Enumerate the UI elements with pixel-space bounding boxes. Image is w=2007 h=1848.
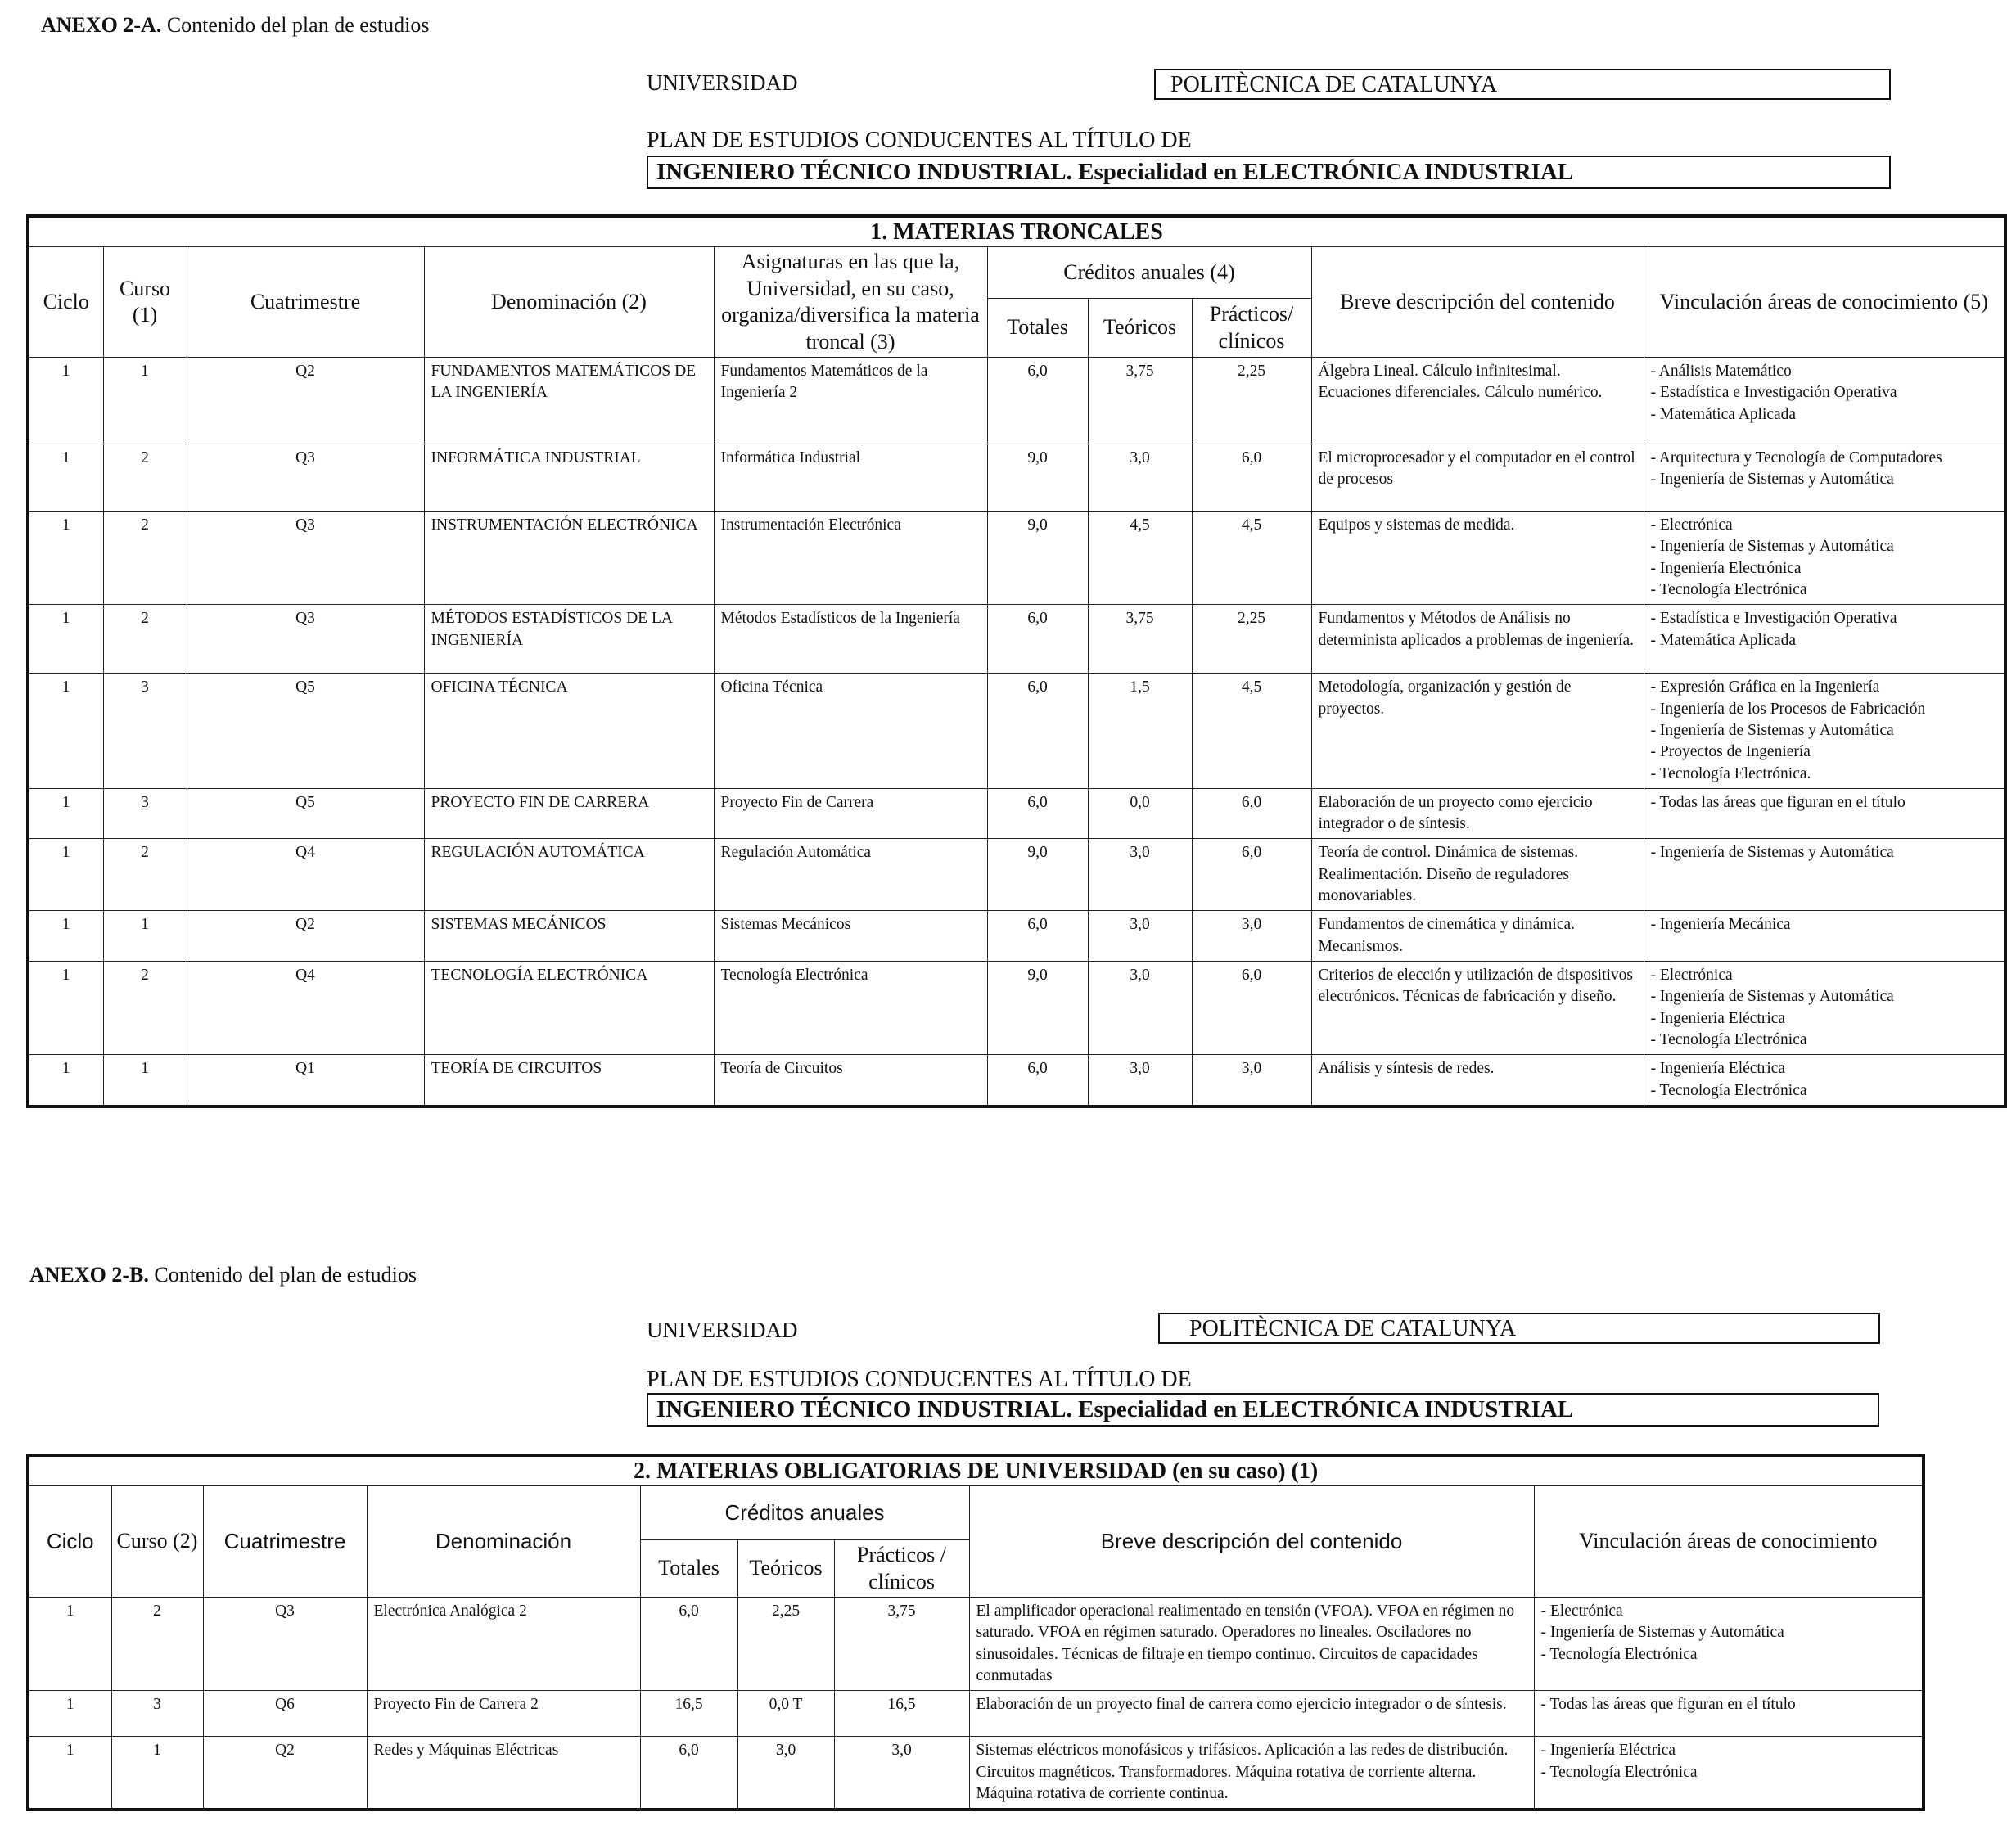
cell-cuatrimestre: Q1 [187, 1055, 424, 1107]
header-teoricos: Teóricos [737, 1540, 834, 1598]
header-practicos: Prácticos/ clínicos [1192, 299, 1311, 358]
area-item: - Ingeniería de Sistemas y Automática [1650, 538, 1894, 556]
cell-teoricos: 3,75 [1088, 358, 1192, 444]
cell-totales: 6,0 [987, 788, 1088, 839]
area-item: - Ingeniería Eléctrica [1650, 1009, 1786, 1027]
cell-curso: 2 [103, 444, 187, 512]
area-item: - Ingeniería de Sistemas y Automática [1650, 721, 1894, 739]
cell-curso: 2 [103, 605, 187, 674]
area-item: - Tecnología Electrónica [1650, 580, 1807, 598]
header-vinculacion: Vinculación áreas de conocimiento [1534, 1486, 1924, 1598]
area-item: - Matemática Aplicada [1650, 631, 1797, 649]
cell-cuatrimestre: Q6 [203, 1691, 367, 1737]
annex-a-text: Contenido del plan de estudios [166, 13, 430, 37]
cell-areas [1644, 962, 2005, 1055]
cell-ciclo: 1 [28, 839, 103, 911]
cell-cuatrimestre: Q2 [187, 358, 424, 444]
table-row [28, 1598, 1924, 1691]
cell-totales: 6,0 [640, 1598, 737, 1691]
area-item: - Ingeniería Electrónica [1650, 559, 1802, 577]
cell-denominacion: REGULACIÓN AUTOMÁTICA [424, 839, 714, 911]
cell-curso: 3 [111, 1691, 203, 1737]
cell-practicos: 3,0 [834, 1737, 969, 1810]
cell-denominacion: MÉTODOS ESTADÍSTICOS DE LA INGENIERÍA [424, 605, 714, 674]
cell-practicos: 2,25 [1192, 605, 1311, 674]
area-item: - Todas las áreas que figuran en el título [1650, 793, 1906, 811]
annex-a-prefix: ANEXO 2-A. [41, 13, 162, 37]
cell-totales: 9,0 [987, 512, 1088, 605]
cell-asignatura: Proyecto Fin de Carrera [714, 788, 987, 839]
cell-totales: 6,0 [987, 911, 1088, 962]
cell-descripcion: Fundamentos de cinemática y dinámica. Mecanismos. [1311, 911, 1644, 962]
cell-teoricos: 3,75 [1088, 605, 1192, 674]
cell-curso: 3 [103, 788, 187, 839]
header-curso: Curso (1) [103, 247, 187, 358]
annex-b-plan-label: PLAN DE ESTUDIOS CONDUCENTES AL TÍTULO DE [647, 1367, 1192, 1392]
cell-cuatrimestre: Q3 [187, 444, 424, 512]
cell-descripcion: Criterios de elección y utilización de dispositivos electrónicos. Técnicas de fabricación y diseño. [1311, 962, 1644, 1055]
cell-cuatrimestre: Q2 [203, 1737, 367, 1810]
cell-curso: 2 [111, 1598, 203, 1691]
cell-denominacion: TECNOLOGÍA ELECTRÓNICA [424, 962, 714, 1055]
cell-totales: 6,0 [987, 1055, 1088, 1107]
annex-b-prefix: ANEXO 2-B. [29, 1263, 149, 1287]
cell-areas [1644, 839, 2005, 911]
area-item: - Ingeniería Eléctrica [1650, 1060, 1786, 1078]
cell-cuatrimestre: Q5 [187, 674, 424, 789]
cell-practicos: 16,5 [834, 1691, 969, 1737]
cell-asignatura: Regulación Automática [714, 839, 987, 911]
section-title: 1. MATERIAS TRONCALES [28, 216, 2005, 247]
header-ciclo: Ciclo [28, 247, 103, 358]
header-vinculacion: Vinculación áreas de conocimiento (5) [1644, 247, 2005, 358]
cell-areas [1644, 674, 2005, 789]
table-row [28, 1691, 1924, 1737]
area-item: - Ingeniería de Sistemas y Automática [1650, 988, 1894, 1006]
cell-curso: 3 [103, 674, 187, 789]
annex-a-university-label: UNIVERSIDAD [647, 70, 798, 95]
cell-curso: 1 [103, 1055, 187, 1107]
table-row [28, 358, 2005, 444]
annex-a-university-name: POLITÈCNICA DE CATALUNYA [1154, 69, 1891, 100]
cell-totales: 16,5 [640, 1691, 737, 1737]
area-item: - Análisis Matemático [1650, 363, 1792, 380]
cell-asignatura: Informática Industrial [714, 444, 987, 512]
cell-totales: 9,0 [987, 444, 1088, 512]
cell-descripcion: El microprocesador y el computador en el control de procesos [1311, 444, 1644, 512]
cell-areas [1644, 1055, 2005, 1107]
area-item: - Tecnología Electrónica. [1650, 764, 1811, 782]
annex-a-heading [41, 13, 429, 38]
table-row [28, 605, 2005, 674]
cell-ciclo: 1 [28, 512, 103, 605]
cell-asignatura: Oficina Técnica [714, 674, 987, 789]
area-item: - Ingeniería Mecánica [1650, 916, 1791, 934]
annex-a-plan-label: PLAN DE ESTUDIOS CONDUCENTES AL TÍTULO DE [647, 128, 1192, 153]
cell-denominacion: Redes y Máquinas Eléctricas [367, 1737, 640, 1810]
cell-descripcion: Equipos y sistemas de medida. [1311, 512, 1644, 605]
table-row [28, 444, 2005, 512]
cell-areas [1534, 1598, 1924, 1691]
header-creditos: Créditos anuales (4) [987, 247, 1311, 299]
header-cuatrimestre: Cuatrimestre [187, 247, 424, 358]
area-item: - Expresión Gráfica en la Ingeniería [1650, 678, 1880, 696]
table-row [28, 1055, 2005, 1107]
area-item: - Tecnología Electrónica [1650, 1081, 1807, 1099]
area-item: - Todas las áreas que figuran en el título [1540, 1696, 1796, 1714]
cell-practicos: 6,0 [1192, 444, 1311, 512]
cell-areas [1644, 512, 2005, 605]
materias-troncales-table [26, 214, 2007, 1108]
header-ciclo: Ciclo [28, 1486, 111, 1598]
cell-descripcion: Elaboración de un proyecto como ejercicio integrador o de síntesis. [1311, 788, 1644, 839]
cell-areas [1644, 788, 2005, 839]
area-item: - Tecnología Electrónica [1540, 1645, 1698, 1663]
header-totales: Totales [987, 299, 1088, 358]
cell-cuatrimestre: Q2 [187, 911, 424, 962]
table-row [28, 788, 2005, 839]
table-row [28, 512, 2005, 605]
cell-teoricos: 3,0 [1088, 444, 1192, 512]
cell-denominacion: OFICINA TÉCNICA [424, 674, 714, 789]
area-item: - Estadística e Investigación Operativa [1650, 610, 1897, 628]
header-totales: Totales [640, 1540, 737, 1598]
cell-ciclo: 1 [28, 605, 103, 674]
cell-descripcion: Fundamentos y Métodos de Análisis no determinista aplicados a problemas de ingeniería. [1311, 605, 1644, 674]
area-item: - Ingeniería de Sistemas y Automática [1650, 471, 1894, 489]
cell-cuatrimestre: Q3 [187, 605, 424, 674]
area-item: - Electrónica [1650, 516, 1733, 534]
cell-denominacion: INFORMÁTICA INDUSTRIAL [424, 444, 714, 512]
cell-curso: 2 [103, 512, 187, 605]
cell-practicos: 3,75 [834, 1598, 969, 1691]
cell-asignatura: Fundamentos Matemáticos de la Ingeniería 2 [714, 358, 987, 444]
materias-obligatorias-table [26, 1454, 1925, 1811]
cell-areas [1644, 358, 2005, 444]
cell-areas [1534, 1737, 1924, 1810]
area-item: - Tecnología Electrónica [1650, 1030, 1807, 1048]
header-descripcion: Breve descripción del contenido [969, 1486, 1534, 1598]
cell-totales: 9,0 [987, 839, 1088, 911]
header-cuatrimestre: Cuatrimestre [203, 1486, 367, 1598]
header-teoricos: Teóricos [1088, 299, 1192, 358]
cell-denominacion: Electrónica Analógica 2 [367, 1598, 640, 1691]
cell-ciclo: 1 [28, 444, 103, 512]
annex-b-text: Contenido del plan de estudios [154, 1263, 417, 1287]
header-denominacion: Denominación (2) [424, 247, 714, 358]
cell-practicos: 4,5 [1192, 674, 1311, 789]
cell-asignatura: Instrumentación Electrónica [714, 512, 987, 605]
cell-totales: 6,0 [987, 605, 1088, 674]
cell-curso: 1 [103, 358, 187, 444]
area-item: - Arquitectura y Tecnología de Computadores [1650, 449, 1942, 467]
area-item: - Ingeniería Eléctrica [1540, 1742, 1676, 1760]
cell-asignatura: Tecnología Electrónica [714, 962, 987, 1055]
cell-denominacion: FUNDAMENTOS MATEMÁTICOS DE LA INGENIERÍA [424, 358, 714, 444]
annex-b-university-name: POLITÈCNICA DE CATALUNYA [1158, 1313, 1880, 1344]
cell-teoricos: 1,5 [1088, 674, 1192, 789]
annex-b-degree-title: INGENIERO TÉCNICO INDUSTRIAL. Especialidad en ELECTRÓNICA INDUSTRIAL [647, 1393, 1879, 1427]
cell-denominacion: PROYECTO FIN DE CARRERA [424, 788, 714, 839]
table-row [28, 962, 2005, 1055]
cell-curso: 1 [103, 911, 187, 962]
header-asignaturas: Asignaturas en las que la, Universidad, en su caso, organiza/diversifica la materia troncal (3) [714, 247, 987, 358]
cell-ciclo: 1 [28, 1598, 111, 1691]
cell-asignatura: Métodos Estadísticos de la Ingeniería [714, 605, 987, 674]
table-row [28, 1737, 1924, 1810]
cell-teoricos: 3,0 [1088, 911, 1192, 962]
header-practicos: Prácticos / clínicos [834, 1540, 969, 1598]
section-title: 2. MATERIAS OBLIGATORIAS DE UNIVERSIDAD (en su caso) (1) [28, 1455, 1924, 1486]
header-denominacion: Denominación [367, 1486, 640, 1598]
cell-ciclo: 1 [28, 788, 103, 839]
cell-practicos: 6,0 [1192, 788, 1311, 839]
cell-practicos: 3,0 [1192, 1055, 1311, 1107]
cell-cuatrimestre: Q5 [187, 788, 424, 839]
cell-asignatura: Sistemas Mecánicos [714, 911, 987, 962]
cell-teoricos: 0,0 T [737, 1691, 834, 1737]
cell-ciclo: 1 [28, 674, 103, 789]
cell-areas [1644, 444, 2005, 512]
cell-descripcion: Álgebra Lineal. Cálculo infinitesimal. Ecuaciones diferenciales. Cálculo numérico. [1311, 358, 1644, 444]
area-item: - Ingeniería de los Procesos de Fabricación [1650, 700, 1926, 718]
header-descripcion: Breve descripción del contenido [1311, 247, 1644, 358]
cell-totales: 6,0 [987, 674, 1088, 789]
cell-descripcion: Teoría de control. Dinámica de sistemas. Realimentación. Diseño de reguladores monovariables. [1311, 839, 1644, 911]
area-item: - Ingeniería de Sistemas y Automática [1650, 844, 1894, 862]
cell-teoricos: 3,0 [1088, 962, 1192, 1055]
cell-denominacion: Proyecto Fin de Carrera 2 [367, 1691, 640, 1737]
header-creditos: Créditos anuales [640, 1486, 969, 1540]
cell-denominacion: INSTRUMENTACIÓN ELECTRÓNICA [424, 512, 714, 605]
cell-teoricos: 3,0 [1088, 1055, 1192, 1107]
table-row [28, 839, 2005, 911]
cell-descripcion: Metodología, organización y gestión de proyectos. [1311, 674, 1644, 789]
cell-descripcion: Elaboración de un proyecto final de carrera como ejercicio integrador o de síntesis. [969, 1691, 1534, 1737]
cell-curso: 2 [103, 839, 187, 911]
cell-descripcion: Análisis y síntesis de redes. [1311, 1055, 1644, 1107]
cell-cuatrimestre: Q4 [187, 962, 424, 1055]
cell-practicos: 6,0 [1192, 839, 1311, 911]
cell-cuatrimestre: Q3 [187, 512, 424, 605]
cell-ciclo: 1 [28, 962, 103, 1055]
area-item: - Ingeniería de Sistemas y Automática [1540, 1624, 1784, 1642]
cell-teoricos: 2,25 [737, 1598, 834, 1691]
cell-ciclo: 1 [28, 1737, 111, 1810]
cell-cuatrimestre: Q4 [187, 839, 424, 911]
cell-areas [1534, 1691, 1924, 1737]
annex-a-degree-title: INGENIERO TÉCNICO INDUSTRIAL. Especialidad en ELECTRÓNICA INDUSTRIAL [647, 156, 1891, 189]
cell-cuatrimestre: Q3 [203, 1598, 367, 1691]
cell-totales: 6,0 [987, 358, 1088, 444]
area-item: - Estadística e Investigación Operativa [1650, 384, 1897, 402]
cell-ciclo: 1 [28, 1055, 103, 1107]
cell-curso: 1 [111, 1737, 203, 1810]
area-item: - Electrónica [1650, 967, 1733, 984]
cell-teoricos: 4,5 [1088, 512, 1192, 605]
table-row [28, 674, 2005, 789]
cell-descripcion: Sistemas eléctricos monofásicos y trifásicos. Aplicación a las redes de distribución. Circuitos magnéticos. Transformadores. Máquina rotativa de corriente alterna. Máquina rotativa de corriente continua. [969, 1737, 1534, 1810]
cell-denominacion: SISTEMAS MECÁNICOS [424, 911, 714, 962]
area-item: - Matemática Aplicada [1650, 405, 1797, 423]
cell-ciclo: 1 [28, 358, 103, 444]
annex-b-university-label: UNIVERSIDAD [647, 1318, 798, 1342]
cell-denominacion: TEORÍA DE CIRCUITOS [424, 1055, 714, 1107]
table-row [28, 911, 2005, 962]
cell-totales: 6,0 [640, 1737, 737, 1810]
header-curso: Curso (2) [111, 1486, 203, 1598]
cell-curso: 2 [103, 962, 187, 1055]
area-item: - Electrónica [1540, 1602, 1623, 1620]
cell-ciclo: 1 [28, 911, 103, 962]
cell-areas [1644, 911, 2005, 962]
cell-areas [1644, 605, 2005, 674]
area-item: - Tecnología Electrónica [1540, 1763, 1698, 1781]
cell-descripcion: El amplificador operacional realimentado en tensión (VFOA). VFOA en régimen no saturado. VFOA en régimen saturado. Operadores no lineales. Osciladores no sinusoidales. Técnicas de filtraje en tiempo continuo. Circuitos de capacidades conmutadas [969, 1598, 1534, 1691]
annex-b-heading [29, 1263, 417, 1287]
cell-totales: 9,0 [987, 962, 1088, 1055]
cell-practicos: 6,0 [1192, 962, 1311, 1055]
cell-teoricos: 3,0 [737, 1737, 834, 1810]
cell-asignatura: Teoría de Circuitos [714, 1055, 987, 1107]
cell-teoricos: 3,0 [1088, 839, 1192, 911]
cell-practicos: 2,25 [1192, 358, 1311, 444]
cell-ciclo: 1 [28, 1691, 111, 1737]
cell-teoricos: 0,0 [1088, 788, 1192, 839]
cell-practicos: 4,5 [1192, 512, 1311, 605]
cell-practicos: 3,0 [1192, 911, 1311, 962]
area-item: - Proyectos de Ingeniería [1650, 743, 1811, 761]
